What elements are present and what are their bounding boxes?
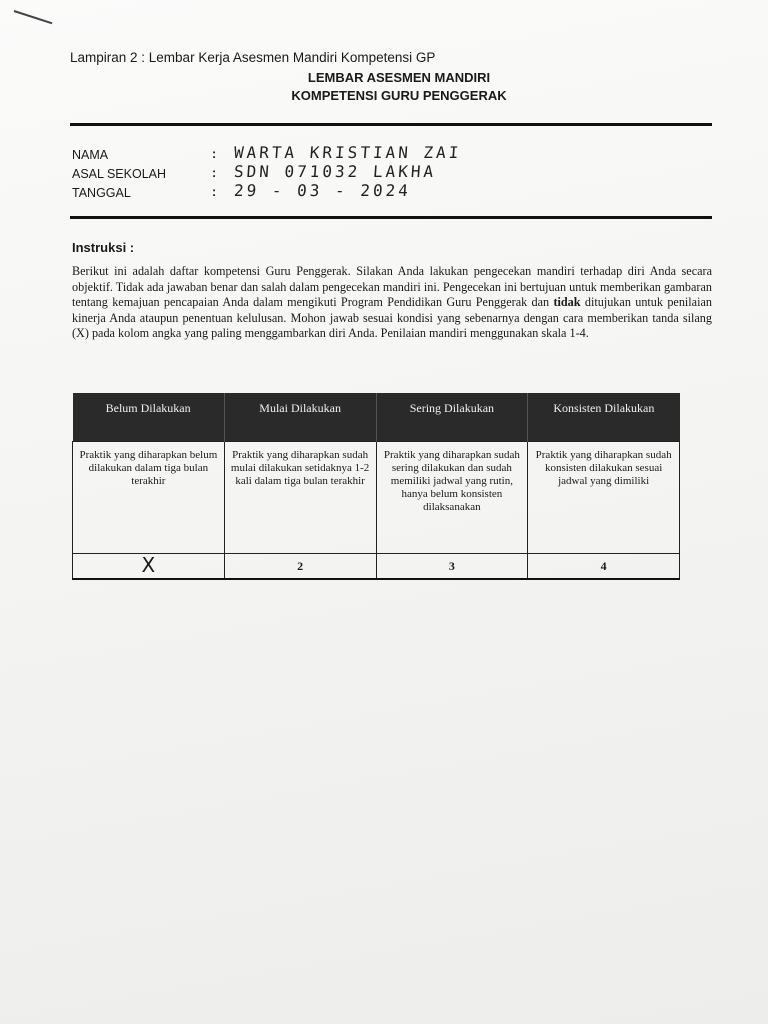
instructions-heading: Instruksi : [72, 240, 135, 255]
column-header: Belum Dilakukan [73, 393, 225, 442]
table-row [73, 442, 680, 554]
appendix-label: Lampiran 2 : Lembar Kerja Asesmen Mandiri Kompetensi GP [70, 50, 436, 65]
field-colon: : [212, 185, 217, 199]
instructions-text-part: ditujukan untuk penilaian kinerja Anda ataupun penentuan kelulusan. Mohon jawab sesuai kondisi yang sebenarnya dengan cara memberikan tanda silang (X) pada kolom angka yang paling menggambarkan diri Anda. Penilaian mandiri menggunakan skala 1-4. [72, 295, 712, 341]
field-colon: : [212, 166, 217, 180]
table-row [73, 554, 680, 580]
table-cell: 3 [376, 554, 528, 580]
field-row-date [72, 181, 712, 203]
school-value: SDN 071032 LAKHA [233, 162, 437, 181]
pen-stroke-mark [14, 10, 53, 24]
name-value: WARTA KRISTIAN ZAI [233, 143, 463, 162]
field-label: TANGGAL [72, 186, 131, 200]
handwritten-x-mark: X [141, 553, 156, 577]
column-header: Sering Dilakukan [376, 393, 528, 442]
table-cell: 4 [528, 554, 680, 580]
top-divider [70, 123, 712, 126]
table-cell: Praktik yang diharapkan sudah konsisten dilakukan sesuai jadwal yang dimiliki [528, 442, 680, 554]
column-header: Konsisten Dilakukan [528, 393, 680, 442]
column-header: Mulai Dilakukan [224, 393, 376, 442]
rating-scale-table [72, 393, 680, 580]
document-title: LEMBAR ASESMEN MANDIRI [307, 70, 491, 85]
field-colon: : [212, 147, 217, 161]
field-label: ASAL SEKOLAH [72, 167, 167, 181]
table-cell: 2 [224, 554, 376, 580]
instructions-text-part: Berikut ini adalah daftar kompetensi Guru Penggerak. Silakan Anda lakukan pengecekan mandiri terhadap diri Anda secara objektif. Tidak ada jawaban benar dan salah dalam pengecekan mandiri ini. Pengecekan ini bertujuan untuk memberikan gambaran tentang kemajuan pencapaian Anda dalam mengikuti Program Pendidikan Guru Penggerak dan [72, 264, 712, 310]
table-cell [73, 554, 225, 580]
field-label: NAMA [72, 148, 109, 162]
table-header-row [73, 393, 680, 442]
table-cell: Praktik yang diharapkan sudah mulai dilakukan setidaknya 1-2 kali dalam tiga bulan terakhir [224, 442, 376, 554]
instructions-paragraph [72, 264, 712, 342]
table-cell: Praktik yang diharapkan sudah sering dilakukan dan sudah memiliki jadwal yang rutin, hanya belum konsisten dilaksanakan [376, 442, 528, 554]
date-value: 29 - 03 - 2024 [233, 181, 412, 200]
identity-fields [72, 143, 712, 203]
instructions-bold-word: tidak [553, 295, 581, 310]
document-subtitle: KOMPETENSI GURU PENGGERAK [291, 88, 507, 103]
table-cell: Praktik yang diharapkan belum dilakukan dalam tiga bulan terakhir [73, 442, 225, 554]
bottom-divider [70, 216, 712, 219]
